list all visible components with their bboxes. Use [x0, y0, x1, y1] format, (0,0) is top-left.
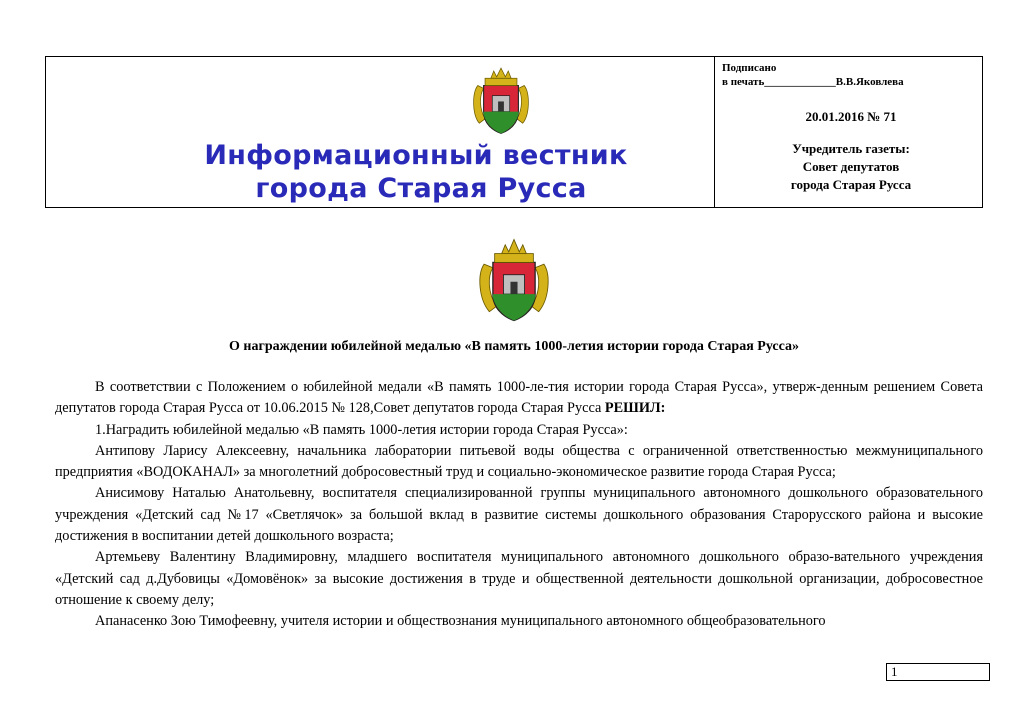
coat-of-arms-icon — [472, 63, 530, 137]
signed-line-1: Подписано — [722, 62, 777, 74]
paragraph: Анисимову Наталью Анатольевну, воспитателя специализированной группы муниципального автономного дошкольного образовательного учреждения «Детский сад №17 «Светлячок» за большой вклад в развитие системы дошкольного образования Старорусского района и высокие достижения в воспитании детей дошкольного возраста; — [55, 485, 983, 545]
title-line-2: города Старая Русса — [255, 173, 587, 204]
signed-to-print — [722, 61, 980, 89]
paragraph — [55, 377, 983, 420]
masthead — [45, 56, 983, 208]
paragraph: Антипову Ларису Алексеевну, начальника лаборатории питьевой воды общества с ограниченной ответственностью межмуниципального предприятия «ВОДОКАНАЛ» за многолетний добросовестный труд и социально-экономическое развитие города Старая Русса; — [55, 442, 983, 481]
title-line-1: Информационный вестник — [204, 140, 628, 171]
signed-line-2: в печать_____________В.В.Яковлева — [722, 76, 904, 88]
newspaper-title — [146, 139, 686, 205]
founder-line-3: города Старая Русса — [790, 177, 912, 192]
masthead-divider — [714, 57, 715, 207]
paragraph: 1.Наградить юбилейной медалью «В память 1000-летия истории города Старая Русса»: — [95, 421, 628, 438]
issue-date-number: 20.01.2016 № 71 — [805, 109, 897, 124]
founder-block — [722, 140, 980, 194]
coat-of-arms-icon — [474, 236, 554, 324]
founder-line-1: Учредитель газеты: — [792, 141, 910, 156]
paragraph: Артемьеву Валентину Владимировну, младшего воспитателя муниципального автономного дошкольного образо-вательного учреждения «Детский сад д.Дубовицы «Домовёнок» за высокие достижения в труде и общественной деятельности дошкольной организации, добросовестное отношение к своему делу; — [55, 549, 983, 608]
founder-line-2: Совет депутатов — [802, 159, 900, 174]
decision-word: РЕШИЛ: — [604, 400, 666, 417]
article-heading: О награждении юбилейной медалью «В память 1000-летия истории города Старая Русса» — [229, 339, 799, 354]
article-body — [55, 377, 983, 633]
paragraph: Апанасенко Зою Тимофеевну, учителя истории и обществознания муниципального автономного общеобразовательного — [95, 613, 826, 630]
page-number: 1 — [886, 663, 990, 681]
paragraph-text: В соответствии с Положением о юбилейной медали «В память 1000-ле-тия истории города Старая Русса», утверж-денным решением Совета депутатов города Старая Русса от 10.06.2015 № 128,Совет депутатов города Старая Русса — [55, 379, 983, 417]
